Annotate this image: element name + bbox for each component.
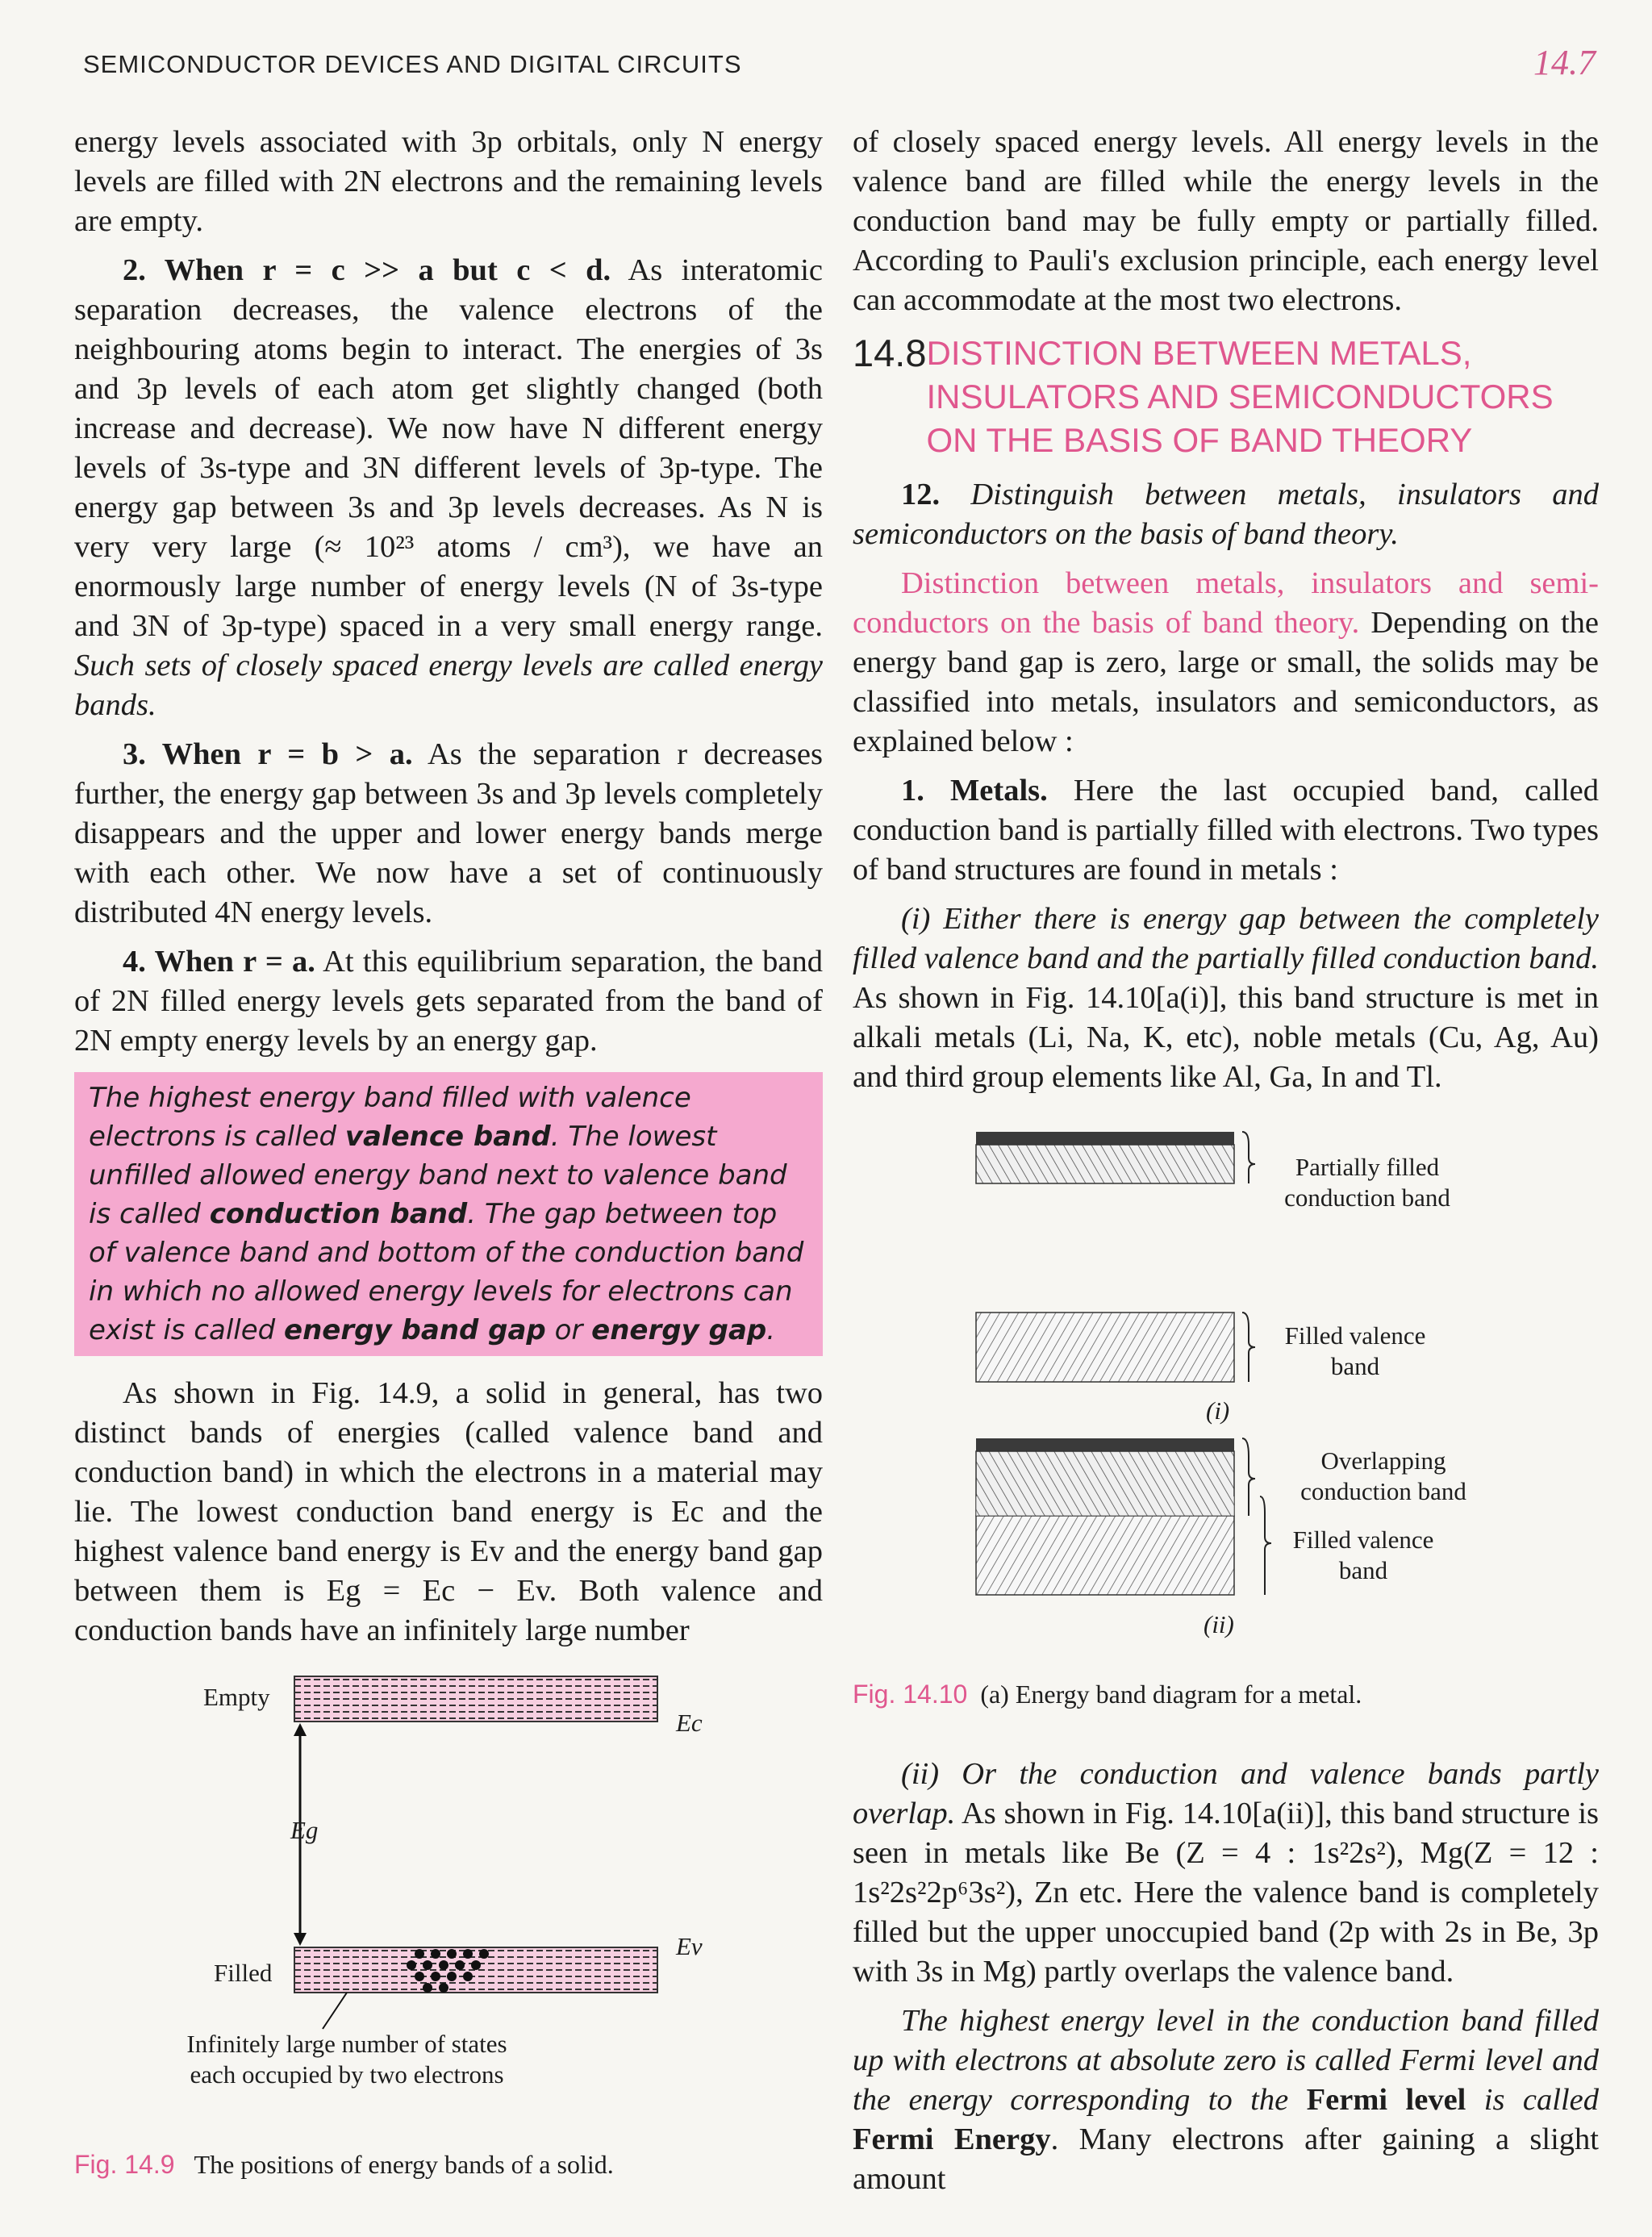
arrow-head-up	[294, 1723, 307, 1736]
fermi-term: Fermi Energy	[853, 2122, 1051, 2156]
question-number: 12.	[901, 478, 941, 511]
fermi-term: Fermi level	[1306, 2083, 1466, 2117]
paragraph	[74, 942, 823, 1061]
filled-vb-i	[976, 1313, 1234, 1382]
paragraph-body: As shown in Fig. 14.10[a(i)], this band structure is met in alkali metals (Li, Na, K, etc), noble metals (Cu, Ag, Au) and third group elements like Al, Ga, In and Tl.	[853, 981, 1599, 1094]
case-ii-text: (ii) Or the conduction and valence bands partly overlap.	[853, 1757, 1599, 1830]
states-note: Infinitely large number of states each occupied by two electrons	[186, 2030, 507, 2089]
pointer-line	[323, 1993, 347, 2029]
question	[853, 475, 1599, 554]
paragraph	[74, 735, 823, 933]
def-text: The highest energy band filled with valence electrons is called	[89, 1082, 691, 1153]
def-text: . The gap between top of valence band and bottom of the conduction band in which no allowed energy levels for electrons can exist is called	[89, 1198, 804, 1346]
left-column	[74, 123, 823, 1660]
def-term: energy band gap	[284, 1314, 546, 1346]
brace-partial	[1242, 1132, 1255, 1183]
def-text: .	[766, 1314, 776, 1346]
metals-lead: 1. Metals.	[901, 774, 1048, 808]
section-heading	[853, 332, 1599, 462]
def-term: conduction band	[209, 1198, 468, 1230]
question-text: Distinguish between metals, insulators and semiconductors on the basis of band theory.	[853, 478, 1599, 551]
caption-text: The positions of energy bands of a solid.	[194, 2150, 614, 2179]
section-title: DISTINCTION BETWEEN METALS, INSULATORS AND SEMICONDUCTORS ON THE BASIS OF BAND THEORY	[926, 334, 1554, 459]
eg-label	[290, 1815, 318, 1846]
overlap-region	[976, 1496, 1234, 1516]
eg-text: Eg	[290, 1816, 319, 1844]
section-number: 14.8	[853, 332, 927, 374]
brace-valence-i	[1242, 1313, 1255, 1382]
cb-top-dark	[976, 1132, 1234, 1145]
definition-box	[74, 1072, 823, 1356]
case-lead: 2. When r = c >> a but c < d.	[123, 253, 611, 287]
ec-label	[676, 1708, 703, 1738]
fermi-text: is called	[1466, 2083, 1599, 2117]
def-text: or	[545, 1314, 592, 1346]
figure-caption	[74, 2150, 614, 2180]
paragraph	[853, 2001, 1599, 2199]
paragraph-body: As shown in Fig. 14.10[a(ii)], this band structure is seen in metals like Be (Z = 4 : 1s²2s²), Mg(Z = 12 : 1s²2s²2p⁶3s²), Zn etc. Here the valence band is completely filled but the upper unoccupied band (2p with 2s in Be, 3p with 3s in Mg) partly overlaps the valence band.	[853, 1797, 1599, 1989]
caption-text: (a) Energy band diagram for a metal.	[980, 1680, 1362, 1709]
paragraph-body: At this equilibrium separation, the band of 2N filled energy levels gets separated from the band of 2N empty energy levels by an energy gap.	[74, 945, 823, 1058]
cb-top-dark-ii	[976, 1438, 1234, 1451]
page-number: 14.7	[1533, 43, 1596, 82]
paragraph	[853, 899, 1599, 1097]
answer-paragraph	[853, 564, 1599, 762]
valence-label-ii: Filled valence band	[1292, 1525, 1434, 1584]
case-lead: 4. When r = a.	[123, 945, 315, 979]
def-term: energy gap	[591, 1314, 767, 1346]
filled-label: Filled	[214, 1959, 273, 1987]
paragraph	[853, 771, 1599, 890]
right-column	[853, 123, 1599, 1107]
empty-label: Empty	[203, 1683, 270, 1711]
figure-14-10	[968, 1125, 1283, 1626]
case-i-text: (i) Either there is energy gap between the completely filled valence band and the partially filled conduction band.	[853, 902, 1599, 975]
answer-body: Depending on the energy band gap is zero, large or small, the solids may be classified into metals, insulators and semiconductors, as explained below :	[853, 606, 1599, 758]
empty-band	[294, 1676, 657, 1722]
brace-valence-ii	[1260, 1496, 1271, 1595]
paragraph: As shown in Fig. 14.9, a solid in general, has two distinct bands of energies (called valence band and conduction band) in which the electrons in a material may lie. The lowest conduction band energy is Ec and the highest valence band energy is Ev and the energy band gap between them is Eg = Ec − Ev. Both valence and conduction bands have an infinitely large number	[74, 1376, 823, 1647]
fermi-text: . Many electrons after gaining a slight amount	[853, 2122, 1599, 2196]
paragraph	[853, 1755, 1599, 1992]
paragraph	[74, 251, 823, 725]
fermi-text: The highest energy level in the conduction band filled up with electrons at absolute zero is called Fermi level and the energy corresponding to the	[853, 2004, 1599, 2117]
caption-number: Fig. 14.10	[853, 1680, 968, 1709]
def-text: . The lowest unfilled allowed energy band next to valence band is called	[89, 1121, 787, 1230]
valence-label-i: Filled valence band	[1284, 1321, 1426, 1380]
partial-cb	[976, 1145, 1234, 1183]
paragraph: energy levels associated with 3p orbitals, only N energy levels are filled with 2N electrons and the remaining levels are empty.	[74, 125, 823, 238]
sub-i-label: (i)	[1206, 1396, 1230, 1425]
right-column-lower	[853, 1755, 1599, 2209]
paragraph-body: As the separation r decreases further, the energy gap between 3s and 3p levels completely disappears and the upper and lower energy bands merge with each other. We now have a set of continuously distributed 4N energy levels.	[74, 737, 823, 929]
filled-vb-ii	[976, 1516, 1234, 1595]
paragraph-body: As interatomic separation decreases, the valence electrons of the neighbouring atoms begin to interact. The energies of 3s and 3p levels of each atom get slightly changed (both increase and decrease). We now have N different energy levels of 3s-type and 3N different levels of 3p-type. The energy gap between 3s and 3p levels decreases. As N is very very large (≈ 10²³ atoms / cm³), we have an enormously large number of energy levels (N of 3s-type and 3N of 3p-type) spaced in a very small energy range.	[74, 253, 823, 643]
caption-number: Fig. 14.9	[74, 2150, 175, 2179]
figure-caption	[853, 1680, 1362, 1709]
answer-heading: Distinction between metals, insulators and semi-conductors on the basis of band theory.	[853, 566, 1599, 640]
overlap-label: Overlapping conduction band	[1300, 1446, 1466, 1505]
def-term: valence band	[344, 1121, 551, 1153]
sub-ii-label: (ii)	[1204, 1610, 1234, 1638]
paragraph-italic: Such sets of closely spaced energy levels are called energy bands.	[74, 649, 823, 722]
case-lead: 3. When r = b > a.	[123, 737, 413, 771]
partial-label: Partially filled conduction band	[1284, 1153, 1450, 1212]
ec-text: Ec	[676, 1709, 703, 1737]
ev-label	[676, 1931, 703, 1962]
arrow-head-down	[294, 1933, 307, 1946]
paragraph: of closely spaced energy levels. All energy levels in the valence band are filled while the energy levels in the conduction band may be fully empty or partially filled. According to Pauli's exclusion principle, each energy level can accommodate at the most two electrons.	[853, 125, 1599, 317]
brace-overlap	[1242, 1438, 1255, 1516]
ev-text: Ev	[676, 1932, 703, 1960]
paragraph-body: Here the last occupied band, called conduction band is partially filled with electrons. Two types of band structures are found in metals :	[853, 774, 1599, 887]
running-header: SEMICONDUCTOR DEVICES AND DIGITAL CIRCUITS	[83, 50, 742, 78]
